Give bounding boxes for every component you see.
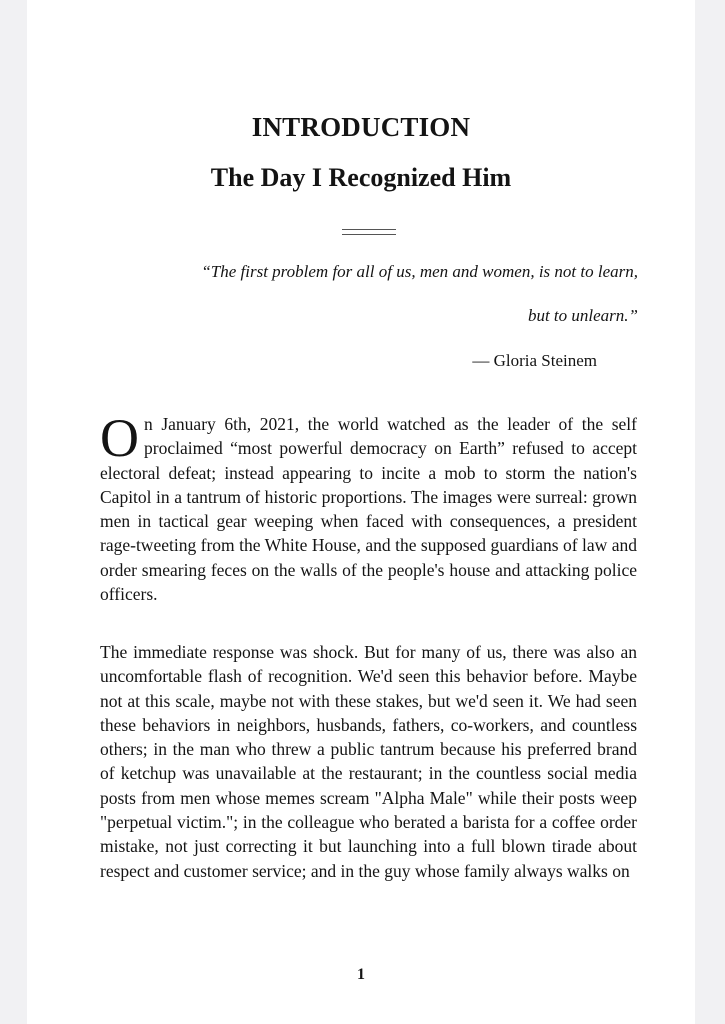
section-divider xyxy=(342,229,396,235)
epigraph-line-2: but to unlearn.” xyxy=(527,306,638,325)
body-paragraph-2: The immediate response was shock. But for many of us, there was also an uncomfortable flash of recognition. We'd seen this behavior before. Maybe not at this scale, maybe not with these stakes, but we'd seen it. We had seen these behaviors in neighbors, husbands, fathers, co-workers, and countless others; in the man who threw a public tantrum because his preferred brand of ketchup was unavailable at the restaurant; in the countless social media posts from men whose memes scream "Alpha Male" while their posts weep "perpetual victim."; in the colleague who berated a barista for a coffee order mistake, not just correcting it but launching into a full blown tirade about respect and customer service; and in the guy whose family always walks on xyxy=(100,642,637,881)
epigraph-line-1: “The first problem for all of us, men and women, is not to learn, xyxy=(201,262,638,281)
drop-cap: O xyxy=(100,408,139,468)
body-paragraph-1 xyxy=(100,408,637,606)
book-page xyxy=(27,0,695,1024)
page-number: 1 xyxy=(357,966,365,983)
epigraph-attribution: — Gloria Steinem xyxy=(472,351,597,370)
chapter-title: The Day I Recognized Him xyxy=(210,163,512,192)
chapter-label: INTRODUCTION xyxy=(251,112,471,142)
body-paragraph-1-text: n January 6th, 2021, the world watched as the leader of the self proclaimed “most powerful democracy on Earth” refused to accept electoral defeat; instead appearing to incite a mob to storm the nation's Capitol in a tantrum of historic proportions. The images were surreal: grown men in tactical gear weeping when faced with consequences, a president rage-tweeting from the White House, and the supposed guardians of law and order smearing feces on the walls of the people's house and attacking police officers. xyxy=(100,414,637,605)
